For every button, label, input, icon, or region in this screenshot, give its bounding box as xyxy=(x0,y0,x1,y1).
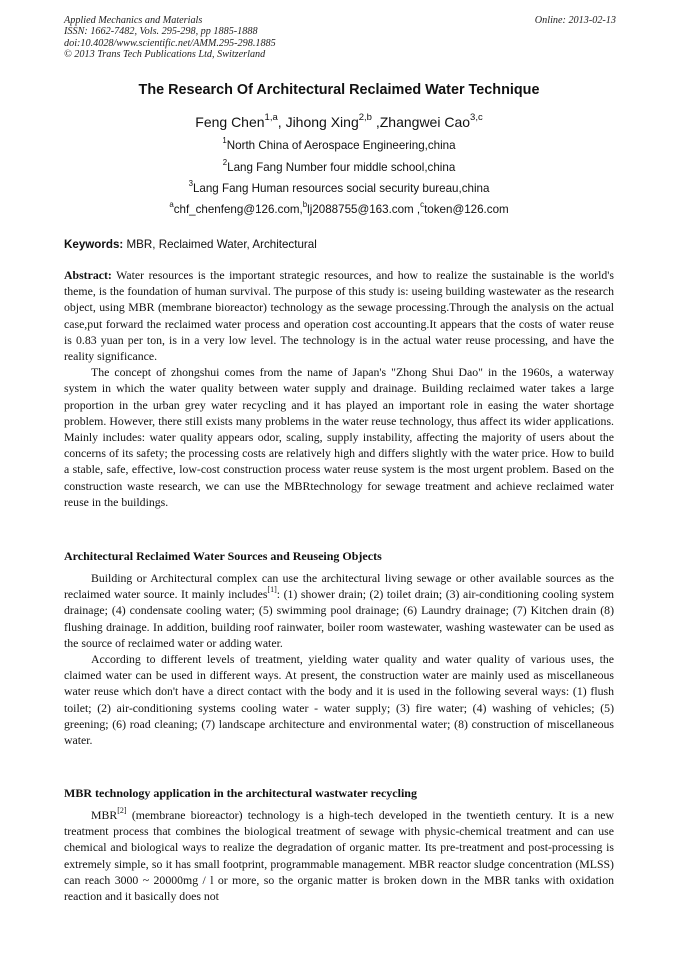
affiliation-mark: 1 xyxy=(222,136,227,146)
citation-ref: [2] xyxy=(117,806,127,816)
abstract-block xyxy=(64,267,614,510)
author-separator: , xyxy=(277,114,286,130)
citation-ref: [1] xyxy=(267,585,277,595)
journal-header xyxy=(64,15,616,60)
affiliation xyxy=(0,158,678,174)
email-mark: b xyxy=(302,200,308,210)
affiliation-text: Lang Fang Number four middle school,china xyxy=(227,161,456,174)
author-separator: , xyxy=(371,114,380,130)
paper-title: The Research Of Architectural Reclaimed Water Technique xyxy=(138,82,540,98)
journal-copyright: © 2013 Trans Tech Publications Ltd, Switzerland xyxy=(64,48,266,60)
journal-doi: doi:10.4028/www.scientific.net/AMM.295-298.1885 xyxy=(64,37,276,49)
section-heading: MBR technology application in the architectural wastwater recycling xyxy=(64,786,417,800)
paragraph-text: : (1) shower drain; (2) toilet drain; (3) air-conditioning cooling system drainage; (4) condensate cooling water; (5) swimming pool drainage; (6) Laundry drainage; (7) Kitchen drain (8) flushing drainage. In addition, building roof rainwater, boiler room wastewater, washing wastewater can be used as the source of reclaimed water or adding water. xyxy=(64,587,614,650)
paragraph-text: Building or Architectural complex can use the architectural living sewage or other available sources as the reclaimed water source. It mainly includes xyxy=(64,571,614,602)
author-list xyxy=(0,114,678,130)
intro-paragraph: The concept of zhongshui comes from the name of Japan's "Zhong Shui Dao" in the 1960s, a waterway system in which the water quality between water supply and drainage. Building reclaimed water takes a large proportion in the urban grey water recycling and it has played an important role in easing the water shortage problem. However, there still exists many problems in the water reuse technology, thus affect its wider applications. Mainly includes: water quality appears odor, scaling, supply instability, affecting the majority of users about the concerns of its safety; the processing costs are relatively high and differs slightly with the water price. How to build a stable, safe, effective, low-cost construction process water reuse system is the most urgent problem. Based on the construction waste research, we can use the MBRtechnology for sewage treatment and achieve reclaimed water reuse in the buildings. xyxy=(64,365,614,509)
section2-body xyxy=(64,807,614,904)
keywords-text: MBR, Reclaimed Water, Architectural xyxy=(123,238,317,251)
abstract-label: Abstract: xyxy=(64,268,112,282)
author-affiliation-mark: 2,b xyxy=(358,112,372,124)
affiliation xyxy=(0,179,678,195)
author-name: Jihong Xing xyxy=(285,114,359,130)
author-emails xyxy=(0,200,678,216)
author-affiliation-mark: 3,c xyxy=(470,112,483,124)
journal-name: Applied Mechanics and Materials xyxy=(64,15,203,26)
email-mark: a xyxy=(169,200,174,210)
affiliation-text: North China of Aerospace Engineering,china xyxy=(226,139,456,152)
body-paragraph xyxy=(64,807,614,904)
abstract-text: Water resources is the important strategic resources, and how to realize the sustainable is the world's theme, is the foundation of human survival. The purpose of this study is: useing building wastewater as the research object, using MBR (membrane bioreactor) technology as the sewage processing.Through the analysis on the actual case,put forward the reclaimed water process and operation cost accounting.It appears that the costs of water reuse is 0.83 yuan per ton, is in a very low level. The technology is in the actual water reuse processing, and have the reality significance. xyxy=(64,268,614,364)
body-paragraph xyxy=(64,570,614,651)
body-paragraph: According to different levels of treatment, yielding water quality and water quality of various uses, the claimed water can be used in different ways. At present, the construction water are mainly used as miscellaneous water reuse which don't have a direct contact with the body and it is used in the following several ways: (1) flush toilet; (2) air-conditioning systems cooling water - water supply; (3) fire water; (4) washing of vehicles; (5) greening; (6) road cleaning; (7) landscape architecture and environmental water; (8) construction of miscellaneous water. xyxy=(64,652,614,748)
email-c: token@126.com xyxy=(424,203,509,216)
affiliation xyxy=(0,136,678,152)
section1-body xyxy=(64,570,614,748)
affiliation-text: Lang Fang Human resources social security bureau,china xyxy=(192,182,490,195)
abstract-paragraph xyxy=(64,267,614,364)
paragraph-text: MBR xyxy=(91,808,118,822)
section-heading: Architectural Reclaimed Water Sources and Reuseing Objects xyxy=(64,549,382,563)
email-a: chf_chenfeng@126.com, xyxy=(173,203,303,216)
author-name: Zhangwei Cao xyxy=(379,114,471,130)
author-affiliation-mark: 1,a xyxy=(264,112,278,124)
email-mark: c xyxy=(420,200,425,210)
affiliation-mark: 3 xyxy=(188,179,193,189)
keywords-label: Keywords: xyxy=(64,238,124,251)
email-b: lj2088755@163.com , xyxy=(307,203,421,216)
paragraph-text: (membrane bioreactor) technology is a high-tech developed in the twentieth century. It is a new treatment process that combines the biological treatment of sewage with physic-chemical treatment and can use chemical and biological ways to realize the degradation of organic matter. Its pre-treatment and post-processing is extremely simple, so it has small footprint, programmable management. MBR reactor sludge concentration (MLSS) can reach 3000 ~ 20000mg / l or more, so the organic matter is broken down in the MBR tanks with oxidation reaction and it basically does not xyxy=(64,808,614,904)
online-date: Online: 2013-02-13 xyxy=(534,15,616,26)
affiliation-mark: 2 xyxy=(222,158,228,168)
author-name: Feng Chen xyxy=(195,114,265,130)
keywords xyxy=(64,238,317,251)
journal-issn: ISSN: 1662-7482, Vols. 295-298, pp 1885-1888 xyxy=(64,26,258,38)
